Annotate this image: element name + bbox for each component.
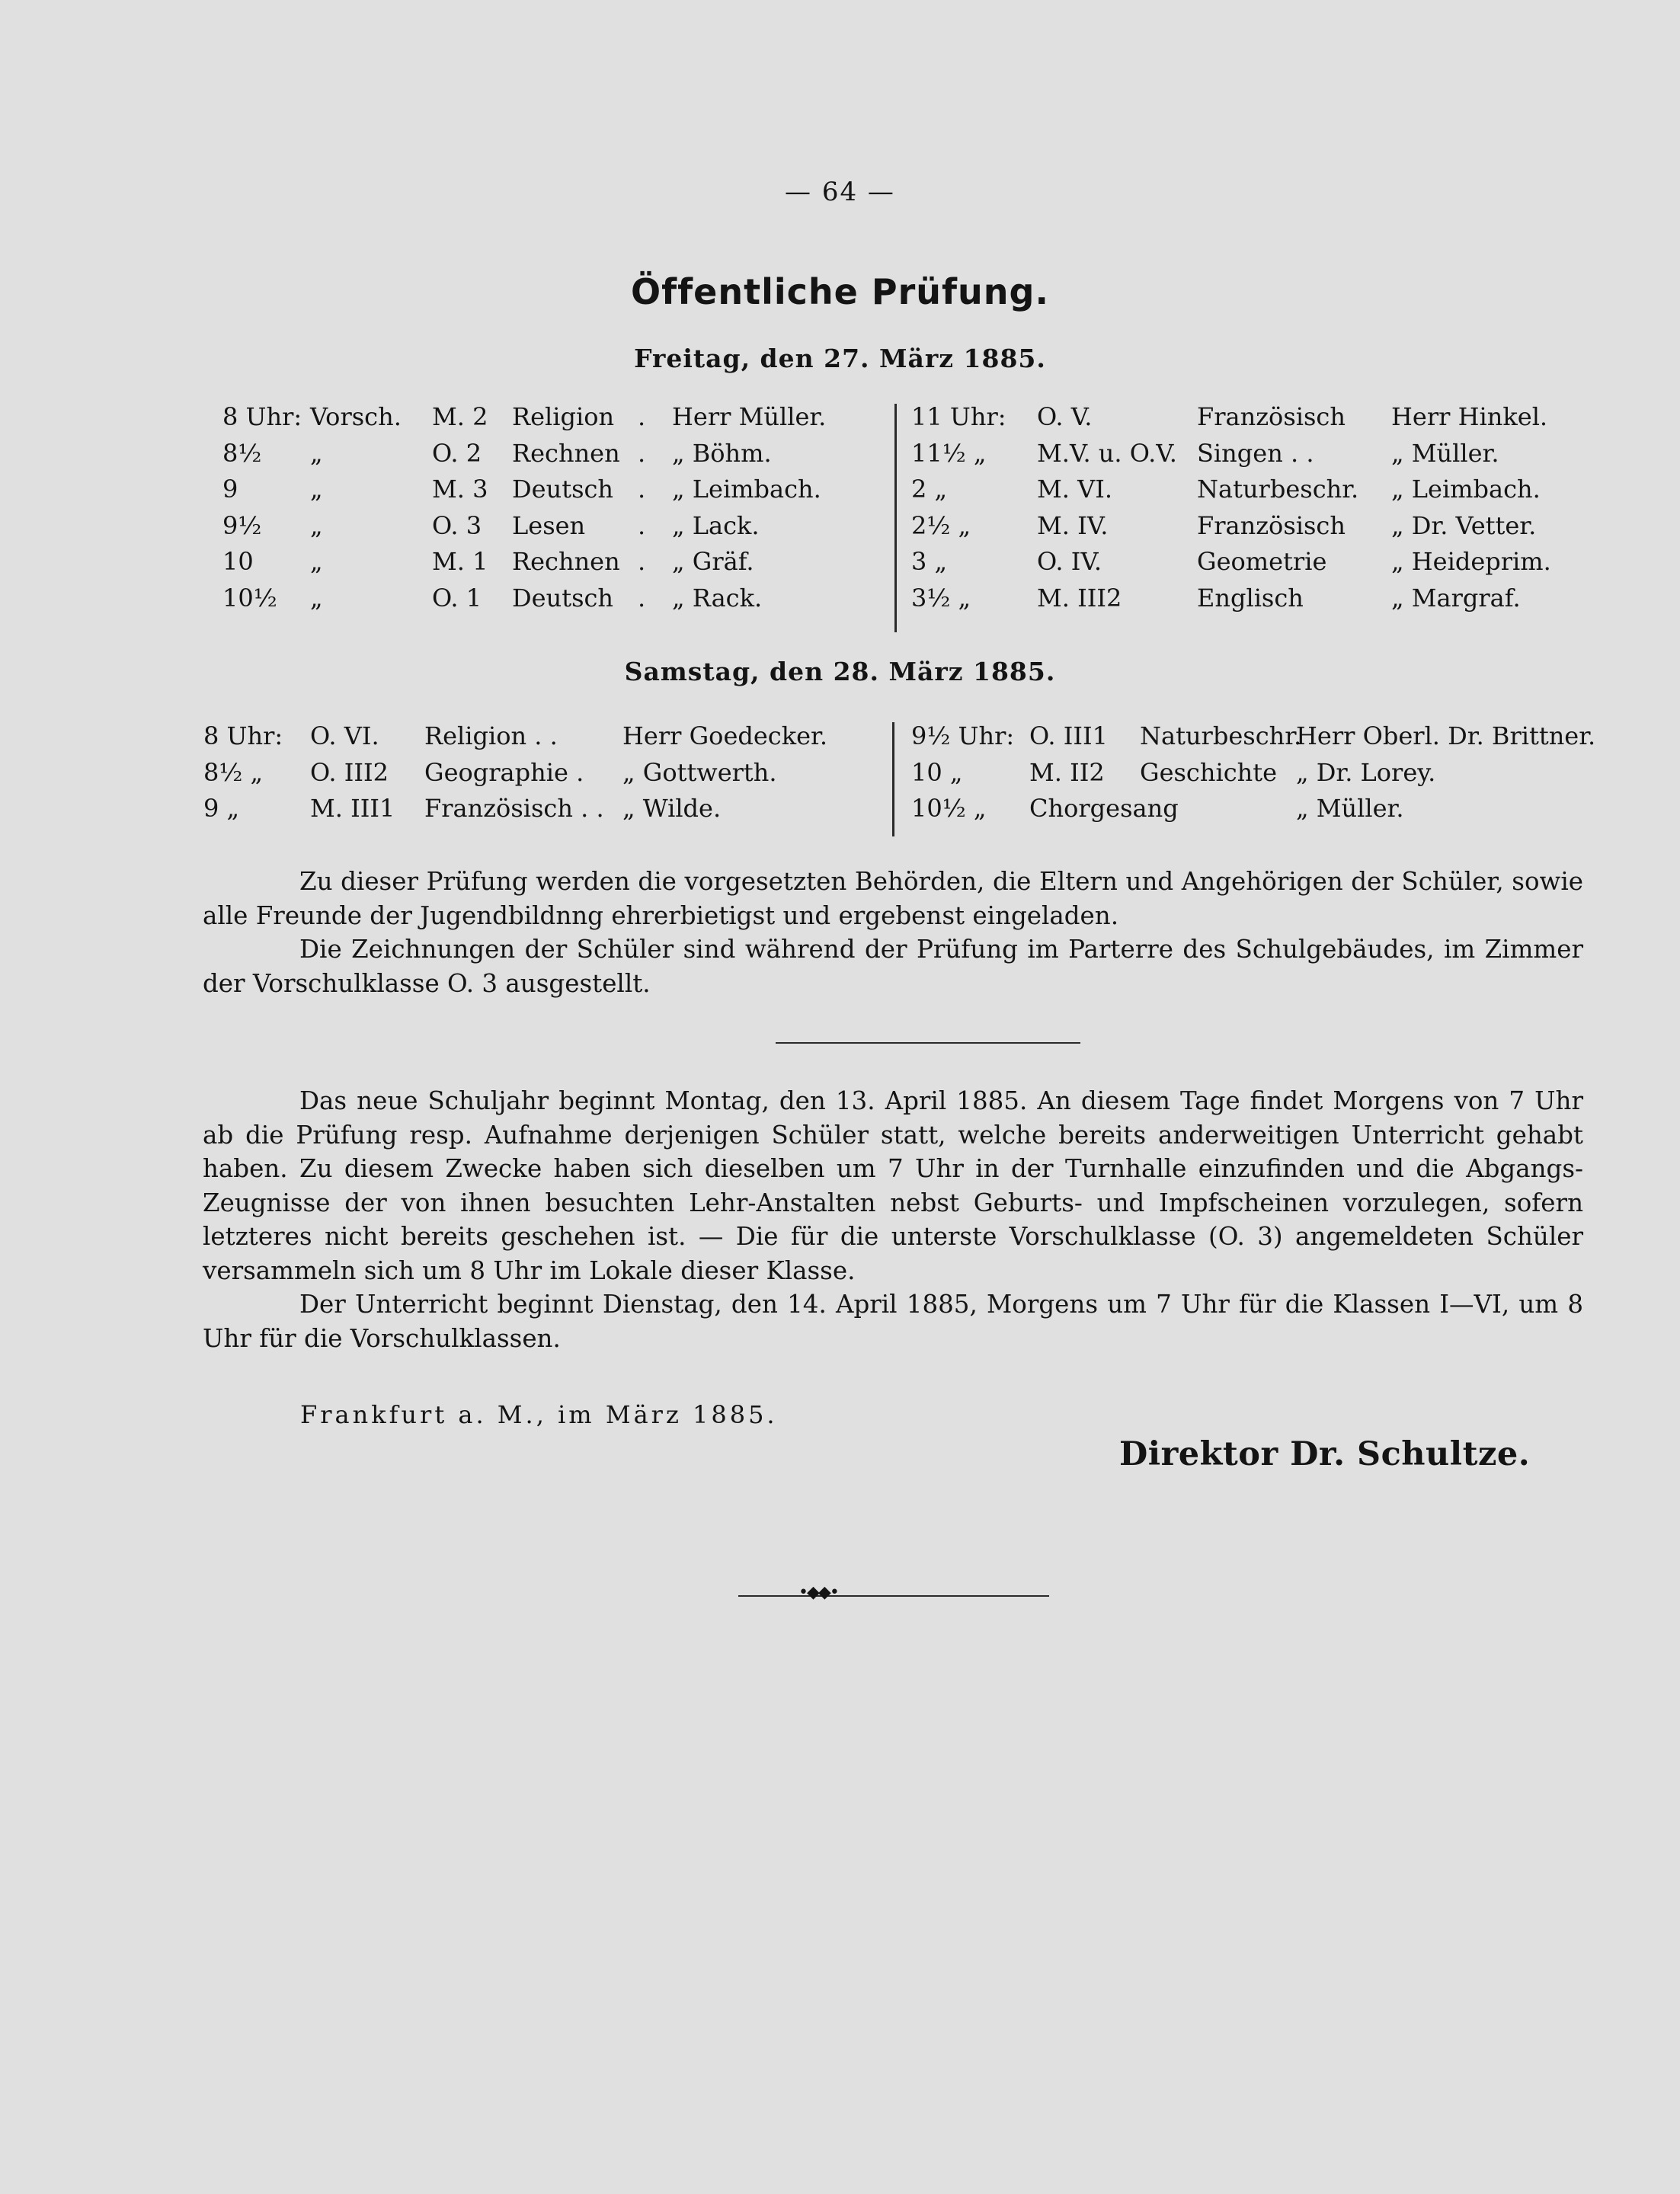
- schedule-cell: „: [310, 547, 323, 576]
- schedule-cell: Deutsch: [512, 583, 614, 612]
- schedule-cell: M. 1: [432, 547, 488, 576]
- schedule-cell: „: [310, 438, 323, 468]
- schedule-cell: „: [310, 510, 323, 540]
- schedule-cell: M. III1: [310, 794, 395, 823]
- schedule-cell: 9½: [222, 510, 262, 540]
- schedule-cell: M.V. u. O.V.: [1037, 438, 1177, 468]
- schedule-cell: Religion: [512, 402, 615, 431]
- schedule-cell: „: [310, 475, 323, 504]
- closing-rule: [738, 1595, 1049, 1597]
- schoolyear-text: [203, 1084, 1583, 1355]
- schedule-cell: 8½: [222, 438, 262, 468]
- friday-column-divider: [894, 404, 897, 632]
- schedule-cell: Herr Müller.: [672, 402, 827, 431]
- schedule-cell: 3½ „: [911, 583, 971, 612]
- schedule-cell: .: [638, 547, 646, 576]
- ornament: •◆◆•: [798, 1583, 838, 1602]
- schedule-cell: M. 2: [432, 402, 488, 431]
- signature: Direktor Dr. Schultze.: [1119, 1435, 1531, 1473]
- schedule-cell: „ Dr. Lorey.: [1296, 757, 1436, 787]
- schedule-cell: Geographie .: [424, 757, 584, 787]
- schedule-cell: Naturbeschr.: [1197, 475, 1359, 504]
- page-title: Öffentliche Prüfung.: [631, 271, 1049, 312]
- schedule-cell: „ Leimbach.: [672, 475, 821, 504]
- schedule-cell: O. III1: [1029, 721, 1108, 750]
- schedule-cell: Naturbeschr.: [1140, 721, 1302, 750]
- schedule-cell: Französisch: [1197, 510, 1346, 540]
- schedule-cell: 9: [222, 475, 238, 504]
- friday-heading: Freitag, den 27. März 1885.: [634, 344, 1046, 373]
- schedule-cell: 3 „: [911, 547, 948, 576]
- schedule-cell: O. 2: [432, 438, 482, 468]
- schedule-cell: 10½ „: [911, 794, 987, 823]
- schedule-cell: „ Gottwerth.: [622, 757, 777, 787]
- schedule-cell: 2½ „: [911, 510, 971, 540]
- schedule-cell: 10½: [222, 583, 277, 612]
- schedule-cell: Lesen: [512, 510, 586, 540]
- schedule-cell: „ Margraf.: [1391, 583, 1521, 612]
- schedule-cell: 8 Uhr:: [222, 402, 302, 431]
- schedule-cell: „ Müller.: [1296, 794, 1404, 823]
- schedule-cell: 8 Uhr:: [203, 721, 283, 750]
- schedule-cell: .: [638, 510, 646, 540]
- schedule-cell: Herr Hinkel.: [1391, 402, 1548, 431]
- schedule-cell: O. IV.: [1037, 547, 1102, 576]
- schedule-cell: „ Böhm.: [672, 438, 772, 468]
- schedule-cell: M. 3: [432, 475, 488, 504]
- schedule-cell: Französisch . .: [424, 794, 604, 823]
- schedule-cell: Deutsch: [512, 475, 614, 504]
- schedule-cell: Geschichte: [1140, 757, 1278, 787]
- saturday-column-divider: [892, 722, 894, 836]
- schedule-cell: Vorsch.: [310, 402, 402, 431]
- schedule-cell: Französisch: [1197, 402, 1346, 431]
- schedule-cell: „ Lack.: [672, 510, 760, 540]
- schedule-cell: „ Rack.: [672, 583, 763, 612]
- schedule-cell: Religion . .: [424, 721, 558, 750]
- schedule-cell: Singen . .: [1197, 438, 1314, 468]
- schedule-cell: 2 „: [911, 475, 948, 504]
- invitation-paragraph: Die Zeichnungen der Schüler sind während der Prüfung im Parterre des Schulgebäudes, im Zimmer der Vorschulklasse O. 3 ausgestellt.: [203, 935, 1583, 998]
- schedule-cell: 8½ „: [203, 757, 264, 787]
- place-date: Frankfurt a. M., im März 1885.: [300, 1400, 778, 1429]
- schedule-cell: Geometrie: [1197, 547, 1327, 576]
- schedule-cell: „ Müller.: [1391, 438, 1499, 468]
- schedule-cell: 9½ Uhr:: [911, 721, 1015, 750]
- schedule-cell: „ Gräf.: [672, 547, 754, 576]
- schedule-cell: Rechnen: [512, 547, 620, 576]
- schedule-cell: M. II2: [1029, 757, 1105, 787]
- schedule-cell: M. VI.: [1037, 475, 1113, 504]
- schedule-cell: „ Wilde.: [622, 794, 722, 823]
- schedule-cell: .: [638, 583, 646, 612]
- schedule-cell: Chorgesang: [1029, 794, 1179, 823]
- schedule-cell: 9 „: [203, 794, 240, 823]
- schedule-cell: O. III2: [310, 757, 389, 787]
- schedule-cell: .: [638, 438, 646, 468]
- schedule-cell: .: [638, 475, 646, 504]
- schedule-cell: Rechnen: [512, 438, 620, 468]
- saturday-heading: Samstag, den 28. März 1885.: [624, 657, 1056, 686]
- section-divider: [776, 1042, 1080, 1044]
- schedule-cell: 10: [222, 547, 254, 576]
- schedule-cell: „ Heideprim.: [1391, 547, 1551, 576]
- schedule-cell: „ Leimbach.: [1391, 475, 1541, 504]
- schoolyear-paragraph: Der Unterricht beginnt Dienstag, den 14. April 1885, Morgens um 7 Uhr für die Klassen I—VI, um 8 Uhr für die Vorschulklassen.: [203, 1290, 1583, 1353]
- page-number: — 64 —: [785, 177, 895, 207]
- schedule-cell: O. 3: [432, 510, 482, 540]
- schedule-cell: .: [638, 402, 646, 431]
- schedule-cell: M. IV.: [1037, 510, 1109, 540]
- schedule-cell: O. VI.: [310, 721, 379, 750]
- schedule-cell: Herr Goedecker.: [622, 721, 827, 750]
- schedule-cell: Herr Oberl. Dr. Brittner.: [1296, 721, 1596, 750]
- schedule-cell: „: [310, 583, 323, 612]
- schedule-cell: M. III2: [1037, 583, 1122, 612]
- schoolyear-paragraph: Das neue Schuljahr beginnt Montag, den 13. April 1885. An diesem Tage findet Morgens von 7 Uhr ab die Prüfung resp. Aufnahme derjenigen Schüler statt, welche bereits anderweitigen Unterricht gehabt haben. Zu diesem Zwecke haben sich dieselben um 7 Uhr in der Turnhalle einzufinden und die Abgangs-Zeugnisse der von ihnen besuchten Lehr-Anstalten nebst Geburts- und Impfscheinen vorzulegen, sofern letzteres nicht bereits geschehen ist. — Die für die unterste Vorschulklasse (O. 3) angemeldeten Schüler versammeln sich um 8 Uhr im Lokale dieser Klasse.: [203, 1086, 1583, 1285]
- invitation-paragraph: Zu dieser Prüfung werden die vorgesetzten Behörden, die Eltern und Angehörigen der Schüler, sowie alle Freunde der Jugendbildnng ehrerbietigst und ergebenst eingeladen.: [203, 867, 1583, 930]
- schedule-cell: O. 1: [432, 583, 482, 612]
- schedule-cell: „ Dr. Vetter.: [1391, 510, 1537, 540]
- schedule-cell: Englisch: [1197, 583, 1304, 612]
- schedule-cell: 10 „: [911, 757, 963, 787]
- schedule-cell: 11½ „: [911, 438, 987, 468]
- schedule-cell: O. V.: [1037, 402, 1093, 431]
- schedule-cell: 11 Uhr:: [911, 402, 1006, 431]
- invitation-text: [203, 865, 1583, 1000]
